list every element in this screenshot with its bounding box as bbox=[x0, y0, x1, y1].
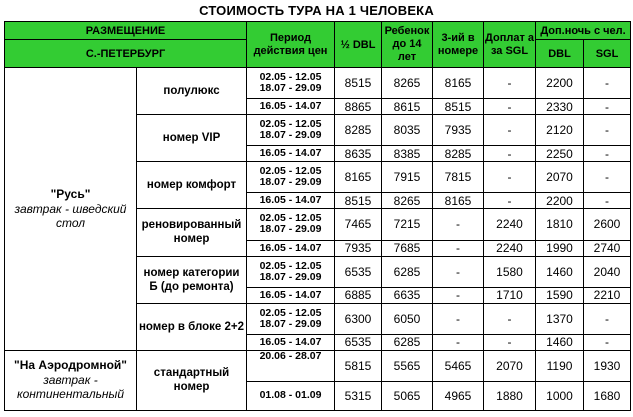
price-half-dbl: 8865 bbox=[335, 99, 382, 115]
price-night-dbl: 1460 bbox=[536, 256, 584, 287]
price-half-dbl: 7465 bbox=[335, 209, 382, 240]
price-child: 8385 bbox=[382, 146, 433, 162]
price-third: 5465 bbox=[433, 350, 484, 381]
price-half-dbl: 7935 bbox=[335, 240, 382, 256]
price-half-dbl: 8285 bbox=[335, 115, 382, 146]
price-third: - bbox=[433, 303, 484, 334]
price-sgl-supplement: - bbox=[484, 68, 536, 99]
price-child: 8265 bbox=[382, 193, 433, 209]
price-third: - bbox=[433, 334, 484, 350]
price-sgl-supplement: 1580 bbox=[484, 256, 536, 287]
price-half-dbl: 8515 bbox=[335, 68, 382, 99]
header-placement: РАЗМЕЩЕНИЕ bbox=[5, 22, 247, 40]
price-table bbox=[4, 21, 631, 411]
page-title: СТОИМОСТЬ ТУРА НА 1 ЧЕЛОВЕКА bbox=[199, 3, 434, 18]
price-half-dbl: 6885 bbox=[335, 287, 382, 303]
price-third: 8165 bbox=[433, 193, 484, 209]
header-period: Период действия цен bbox=[247, 22, 335, 68]
period-cell: 02.05 - 12.05 18.07 - 29.09 bbox=[247, 162, 335, 193]
price-third: 8165 bbox=[433, 68, 484, 99]
price-night-sgl: - bbox=[584, 193, 631, 209]
price-night-sgl: - bbox=[584, 146, 631, 162]
period-cell: 02.05 - 12.05 18.07 - 29.09 bbox=[247, 209, 335, 240]
price-night-dbl: 2330 bbox=[536, 99, 584, 115]
period-cell: 02.05 - 12.05 18.07 - 29.09 bbox=[247, 303, 335, 334]
hotel-meal: завтрак - континентальный bbox=[16, 373, 125, 402]
header-half-dbl: ½ DBL bbox=[335, 22, 382, 68]
header-third: 3-ий в номере bbox=[433, 22, 484, 68]
room-name: номер VIP bbox=[137, 115, 247, 162]
price-third: - bbox=[433, 287, 484, 303]
table-row bbox=[5, 68, 631, 99]
price-night-sgl: - bbox=[584, 303, 631, 334]
header-sgl-supplement: Доплат а за SGL bbox=[484, 22, 536, 68]
price-night-dbl: 2070 bbox=[536, 162, 584, 193]
price-sgl-supplement: - bbox=[484, 193, 536, 209]
hotel-name: "Русь" bbox=[50, 186, 91, 201]
price-child: 8265 bbox=[382, 68, 433, 99]
price-third: 7815 bbox=[433, 162, 484, 193]
price-sgl-supplement: - bbox=[484, 334, 536, 350]
price-sgl-supplement: - bbox=[484, 99, 536, 115]
price-night-dbl: 1190 bbox=[536, 350, 584, 381]
price-sgl-supplement: 2240 bbox=[484, 240, 536, 256]
price-half-dbl: 8165 bbox=[335, 162, 382, 193]
period-cell: 16.05 - 14.07 bbox=[247, 99, 335, 115]
price-sgl-supplement: 1880 bbox=[484, 381, 536, 410]
price-child: 5065 bbox=[382, 381, 433, 410]
hotel-name: "На Аэродромной" bbox=[14, 358, 127, 373]
price-night-sgl: 2600 bbox=[584, 209, 631, 240]
period-cell: 16.05 - 14.07 bbox=[247, 146, 335, 162]
period-cell: 02.05 - 12.05 18.07 - 29.09 bbox=[247, 115, 335, 146]
price-half-dbl: 5815 bbox=[335, 350, 382, 381]
price-child: 6635 bbox=[382, 287, 433, 303]
price-half-dbl: 8515 bbox=[335, 193, 382, 209]
price-sgl-supplement: 2240 bbox=[484, 209, 536, 240]
price-night-sgl: 1930 bbox=[584, 350, 631, 381]
price-night-dbl: 1590 bbox=[536, 287, 584, 303]
header-extra-night: Доп.ночь с чел. bbox=[536, 22, 631, 40]
price-third: - bbox=[433, 240, 484, 256]
room-name: реновированный номер bbox=[137, 209, 247, 256]
price-night-sgl: - bbox=[584, 334, 631, 350]
period-cell: 16.05 - 14.07 bbox=[247, 287, 335, 303]
room-name: номер категории Б (до ремонта) bbox=[137, 256, 247, 303]
price-child: 8615 bbox=[382, 99, 433, 115]
price-night-sgl: 1680 bbox=[584, 381, 631, 410]
price-half-dbl: 6535 bbox=[335, 256, 382, 287]
price-night-dbl: 1990 bbox=[536, 240, 584, 256]
price-child: 7915 bbox=[382, 162, 433, 193]
price-night-dbl: 1810 bbox=[536, 209, 584, 240]
price-third: 8515 bbox=[433, 99, 484, 115]
price-child: 6285 bbox=[382, 334, 433, 350]
price-third: 8285 bbox=[433, 146, 484, 162]
price-third: 4965 bbox=[433, 381, 484, 410]
header-city: С.-ПЕТЕРБУРГ bbox=[5, 40, 247, 68]
header-sgl: SGL bbox=[584, 40, 631, 68]
hotel-meal: завтрак - шведский стол bbox=[14, 201, 127, 230]
price-night-dbl: 1370 bbox=[536, 303, 584, 334]
room-name: стандартный номер bbox=[137, 350, 247, 410]
price-night-dbl: 1000 bbox=[536, 381, 584, 410]
room-name: номер комфорт bbox=[137, 162, 247, 209]
price-night-dbl: 2200 bbox=[536, 68, 584, 99]
price-night-dbl: 1460 bbox=[536, 334, 584, 350]
price-night-sgl: - bbox=[584, 68, 631, 99]
price-sgl-supplement: - bbox=[484, 303, 536, 334]
price-sgl-supplement: 2070 bbox=[484, 350, 536, 381]
price-half-dbl: 6535 bbox=[335, 334, 382, 350]
price-third: - bbox=[433, 256, 484, 287]
price-sgl-supplement: - bbox=[484, 162, 536, 193]
price-night-dbl: 2250 bbox=[536, 146, 584, 162]
period-cell: 16.05 - 14.07 bbox=[247, 193, 335, 209]
period-cell: 02.05 - 12.05 18.07 - 29.09 bbox=[247, 68, 335, 99]
price-sgl-supplement: - bbox=[484, 146, 536, 162]
table-row bbox=[5, 350, 631, 381]
period-cell: 01.08 - 01.09 bbox=[247, 381, 335, 410]
price-night-sgl: - bbox=[584, 115, 631, 146]
price-child: 7685 bbox=[382, 240, 433, 256]
price-child: 8035 bbox=[382, 115, 433, 146]
price-night-sgl: 2210 bbox=[584, 287, 631, 303]
room-name: номер в блоке 2+2 bbox=[137, 303, 247, 350]
room-name: полулюкс bbox=[137, 68, 247, 115]
price-half-dbl: 6300 bbox=[335, 303, 382, 334]
period-cell: 20.06 - 28.07 bbox=[247, 350, 335, 381]
price-child: 7215 bbox=[382, 209, 433, 240]
header-row bbox=[5, 22, 631, 40]
price-third: 7935 bbox=[433, 115, 484, 146]
price-child: 5565 bbox=[382, 350, 433, 381]
hotel-rus bbox=[5, 68, 137, 351]
price-night-sgl: 2040 bbox=[584, 256, 631, 287]
hotel-aerodromnaya bbox=[5, 350, 137, 410]
period-cell: 02.05 - 12.05 18.07 - 29.09 bbox=[247, 256, 335, 287]
price-night-dbl: 2120 bbox=[536, 115, 584, 146]
price-third: - bbox=[433, 209, 484, 240]
price-child: 6050 bbox=[382, 303, 433, 334]
header-dbl: DBL bbox=[536, 40, 584, 68]
period-cell: 16.05 - 14.07 bbox=[247, 334, 335, 350]
price-night-sgl: - bbox=[584, 162, 631, 193]
price-half-dbl: 5315 bbox=[335, 381, 382, 410]
price-night-dbl: 2200 bbox=[536, 193, 584, 209]
period-cell: 16.05 - 14.07 bbox=[247, 240, 335, 256]
price-sgl-supplement: 1710 bbox=[484, 287, 536, 303]
price-sgl-supplement: - bbox=[484, 115, 536, 146]
price-child: 6285 bbox=[382, 256, 433, 287]
price-night-sgl: 2740 bbox=[584, 240, 631, 256]
price-half-dbl: 8635 bbox=[335, 146, 382, 162]
price-night-sgl: - bbox=[584, 99, 631, 115]
header-child: Ребенок до 14 лет bbox=[382, 22, 433, 68]
